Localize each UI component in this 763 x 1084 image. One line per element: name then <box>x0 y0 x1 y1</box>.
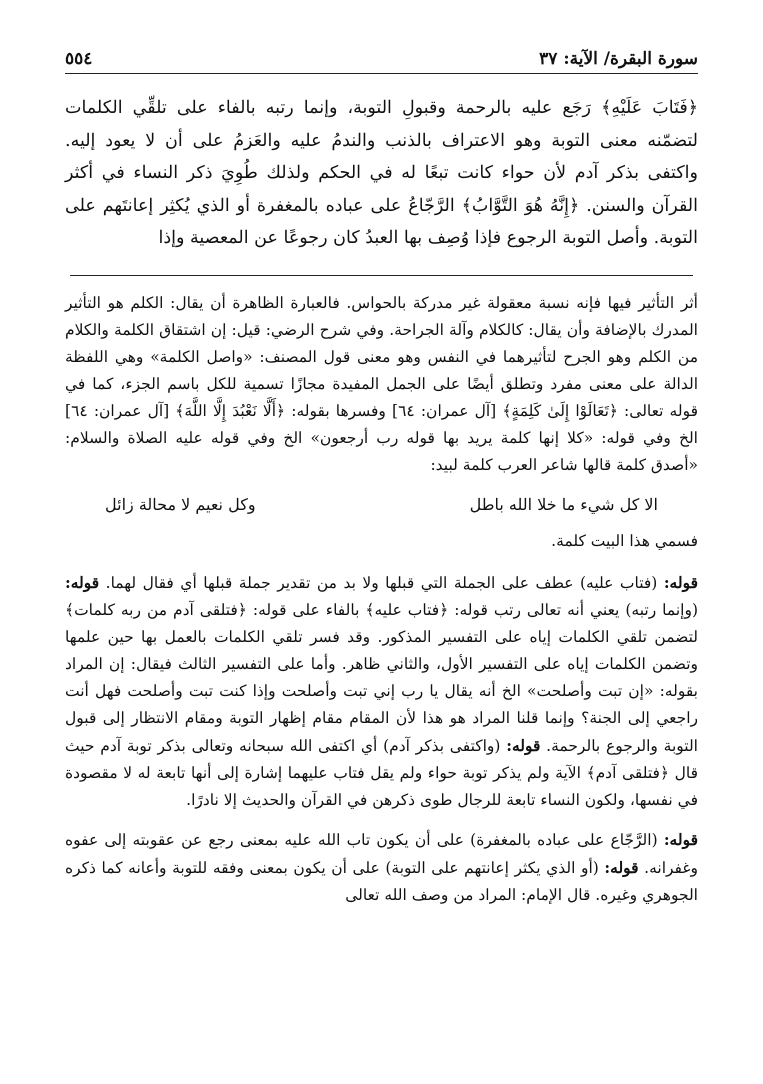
main-commentary <box>65 92 698 255</box>
footnote-paragraph: قوله: (الرَّجّاع على عباده بالمغفرة) على أن يكون تاب الله عليه بمعنى رجع عن عقوبته إلى عفوه وغفرانه. قوله: (أو الذي يكثر إعانتهم على التوبة) على أن يكون بمعنى وفقه للتوبة وأعانه كما ذكره الجوهري وغيره. قال الإمام: المراد من وصف الله تعالى <box>65 830 698 904</box>
page-header <box>65 40 698 74</box>
qawluh-label: قوله: <box>663 573 698 592</box>
main-commentary-text: ﴿فَتَابَ عَلَيْهِ﴾ رَجَع عليه بالرحمة وقبولِ التوبة، وإنما رتبه بالفاء على تلقِّي الكلمات لتضمّنه معنى التوبة وهو الاعتراف بالذنب والندمُ عليه والعَزمُ على أن لا يعود إليه. واكتفى بذكر آدم لأن حواء كانت تبعًا له في الحكم ولذلك طُوِيَ ذكر النساء في أكثر القرآن والسنن. ﴿إِنَّهُ هُوَ التَّوَّابُ﴾ الرَّجّاعُ على عباده بالمغفرة أو الذي يُكثِر إعانتَهم على التوبة. وأصل التوبة الرجوع فإذا وُصِف بها العبدُ كان رجوعًا عن المعصية وإذا <box>65 98 698 248</box>
footnote-divider <box>70 275 693 276</box>
surah-reference: سورة البقرة/ الآية: ٣٧ <box>539 49 698 69</box>
poetry-verse <box>65 479 698 528</box>
verse-second-hemistich: وكل نعيم لا محالة زائل <box>105 495 256 514</box>
qawluh-label: قوله: <box>604 858 639 877</box>
footnotes <box>65 290 698 909</box>
qawluh-label: قوله: <box>65 573 100 592</box>
page-number: ٥٥٤ <box>65 49 93 69</box>
verse-first-hemistich: الا كل شيء ما خلا الله باطل <box>469 495 658 514</box>
footnote-paragraph: أثر التأثير فيها فإنه نسبة معقولة غير مدركة بالحواس. فالعبارة الظاهرة أن يقال: الكلم هو التأثير المدرك بالإضافة وأن يقال: كالكلام وآلة الجراحة. وفي شرح الرضي: قيل: إن اشتقاق الكلمة والكلام من الكلم وهو الجرح لتأثيرهما في النفس وهو معنى قول المصنف: «واصل الكلمة» وهي اللفظة الدالة على معنى مفرد وتطلق أيضًا على الجمل المفيدة مجازًا تسمية للكل باسم الجزء، كما في قوله تعالى: ﴿تَعَالَوْا إِلَىٰ كَلِمَةٍ﴾ [آل عمران: ٦٤] وفسرها بقوله: ﴿أَلَّا نَعْبُدَ إِلَّا اللَّهَ﴾ [آل عمران: ٦٤] الخ وفي قوله: «كلا إنها كلمة يريد بها قوله رب أرجعون» الخ وفي قوله عليه الصلاة والسلام: «أصدق كلمة قالها شاعر العرب كلمة لبيد: <box>65 294 698 474</box>
qawluh-label: قوله: <box>506 736 541 755</box>
footnote-paragraph: فسمي هذا البيت كلمة. <box>551 532 698 550</box>
qawluh-label: قوله: <box>663 830 698 849</box>
footnote-paragraph: قوله: (فتاب عليه) عطف على الجملة التي قبلها ولا بد من تقدير جملة قبلها أي فقال لهما. قوله: (وإنما رتبه) يعني أنه تعالى رتب قوله: ﴿فتاب عليه﴾ بالفاء على قوله: ﴿فتلقى آدم من ربه كلمات﴾ لتضمن تلقي الكلمات إياه على التفسير المذكور. وقد فسر تلقي الكلمات بالعمل بها حين علمها وتضمن الكلمات إياه على التفسير الأول، والثاني ظاهر. وأما على التفسير الثالث فيقال: إن المراد بقوله: «إن تبت وأصلحت» الخ أنه يقال يا رب إني تبت وأصلحت وإذا كنت تبت وأصلحت فهل أنت راجعي إلى الجنة؟ وإنما قلنا المراد هو هذا لأن المقام مقام إظهار التوبة ومقام الانتظار إلى قبول التوبة والرجوع بالرحمة. قوله: (واكتفى بذكر آدم) أي اكتفى الله سبحانه وتعالى بذكر توبة آدم حيث قال ﴿فتلقى آدم﴾ الآية ولم يذكر توبة حواء ولم يقل فتاب عليهما إشارة إلى أنها تابعة له لا مقصودة في نفسها، ولكون النساء تابعة للرجال طوى ذكرهن في القرآن والحديث إلا نادرًا. <box>65 573 698 809</box>
